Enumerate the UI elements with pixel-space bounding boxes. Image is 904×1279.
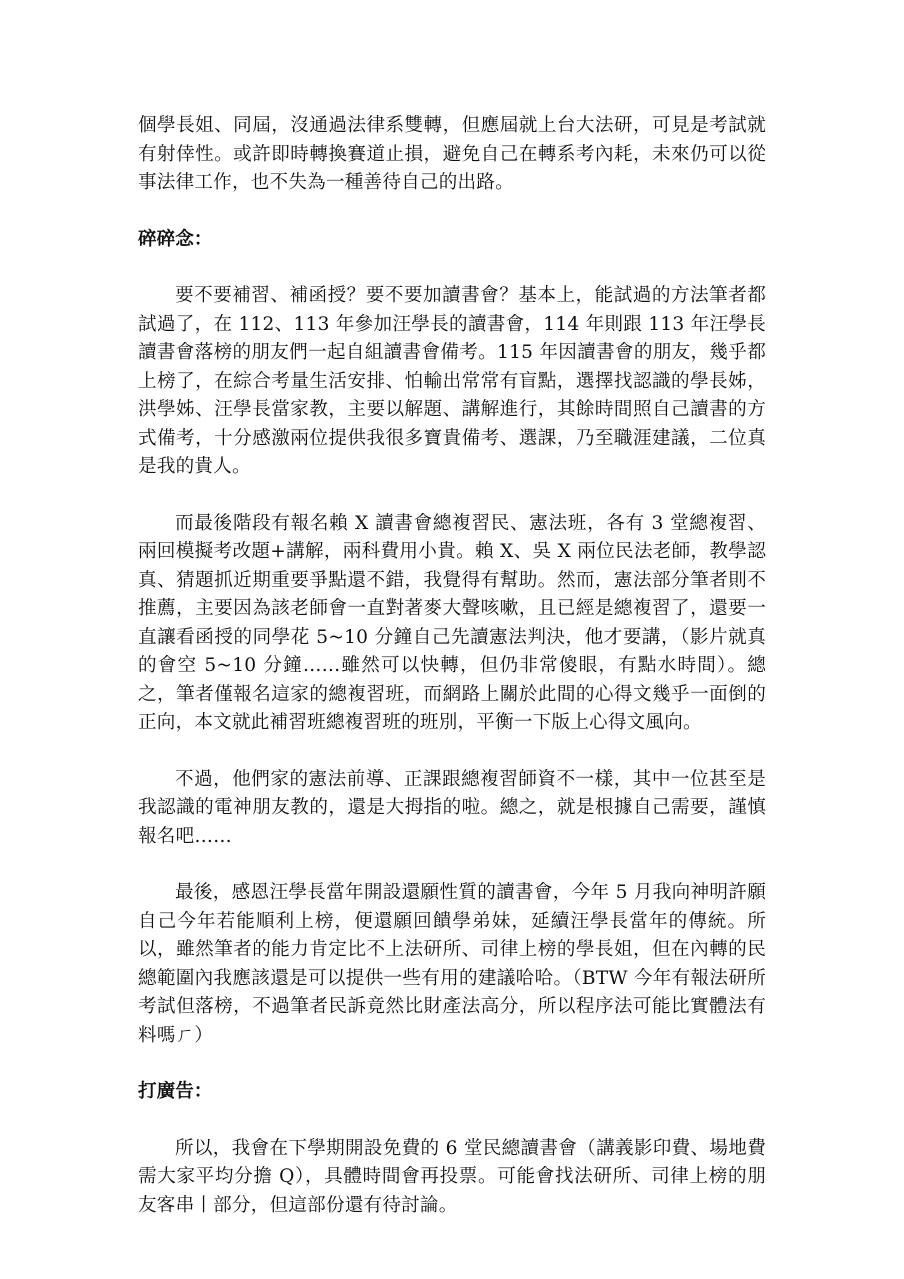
- spacer: [138, 254, 766, 282]
- paragraph-gratitude: 最後，感恩汪學長當年開設還願性質的讀書會，今年 5 月我向神明許願自己今年若能順利上榜，便還願回饋學弟妹，延續汪學長當年的傳統。所以，雖然筆者的能力肯定比不上法研所、司律上榜的學長姐，但在內轉的民總範圍內我應該還是可以提供一些有用的建議哈哈。（BTW 今年有報法研所考試但落榜，不過筆者民訴竟然比財產法高分，所以程序法可能比實體法有料嗎ㄏ）: [138, 882, 766, 1046]
- paragraph-review-class: 而最後階段有報名賴 X 讀書會總複習民、憲法班，各有 3 堂總複習、兩回模擬考改題+講解，兩科費用小貴。賴 X、吳 X 兩位民法老師，教學認真、猜題抓近期重要爭點還不錯，我覺得有幫助。然而，憲法部分筆者則不推薦，主要因為該老師會一直對著麥大聲咳嗽，且已經是總複習了，還要一直讓看函授的同學花 5~10 分鐘自己先讀憲法判決，他才要講，（影片就真的會空 5~10 分鐘……雖然可以快轉，但仍非常傻眼，有點水時間）。總之，筆者僅報名這家的總複習班，而網路上關於此間的心得文幾乎一面倒的正向，本文就此補習班總複習班的班別，平衡一下版上心得文風向。: [138, 512, 766, 733]
- spacer: [138, 1107, 766, 1135]
- spacer: [138, 1050, 766, 1078]
- paragraph-study-methods: 要不要補習、補函授？要不要加讀書會？基本上，能試過的方法筆者都試過了，在 112、113 年參加汪學長的讀書會，114 年則跟 113 年汪學長讀書會落榜的朋友們一起自組讀書會備考。115 年因讀書會的朋友，幾乎都上榜了，在綜合考量生活安排、怕輸出常常有盲點，選擇找認識的學長姊，洪學姊、汪學長當家教，主要以解題、講解進行，其餘時間照自己讀書的方式備考，十分感激兩位提供我很多寶貴備考、選課，乃至職涯建議，二位真是我的貴人。: [138, 285, 766, 477]
- spacer: [138, 851, 766, 879]
- paragraph-intro-continuation: 個學長姐、同屆，沒通過法律系雙轉，但應屆就上台大法研，可見是考試就有射倖性。或許即時轉換賽道止損，避免自己在轉系考內耗，未來仍可以從事法律工作，也不失為一種善待自己的出路。: [138, 115, 766, 193]
- section-heading-advertisement: 打廣告：: [138, 1081, 213, 1102]
- spacer: [138, 738, 766, 766]
- spacer: [138, 482, 766, 510]
- spacer: [138, 198, 766, 226]
- paragraph-study-group-offer: 所以，我會在下學期開設免費的 6 堂民總讀書會（講義影印費、場地費需大家平均分擔 Q），具體時間會再投票。可能會找法研所、司律上榜的朋友客串丨部分，但這部份還有待討論。: [138, 1137, 766, 1216]
- document-body: [138, 112, 766, 1220]
- paragraph-teachers-note: 不過，他們家的憲法前導、正課跟總複習師資不一樣，其中一位甚至是我認識的電神朋友教的，還是大拇指的啦。總之，就是根據自己需要，謹慎報名吧……: [138, 768, 766, 847]
- section-heading-ramblings: 碎碎念：: [138, 228, 213, 250]
